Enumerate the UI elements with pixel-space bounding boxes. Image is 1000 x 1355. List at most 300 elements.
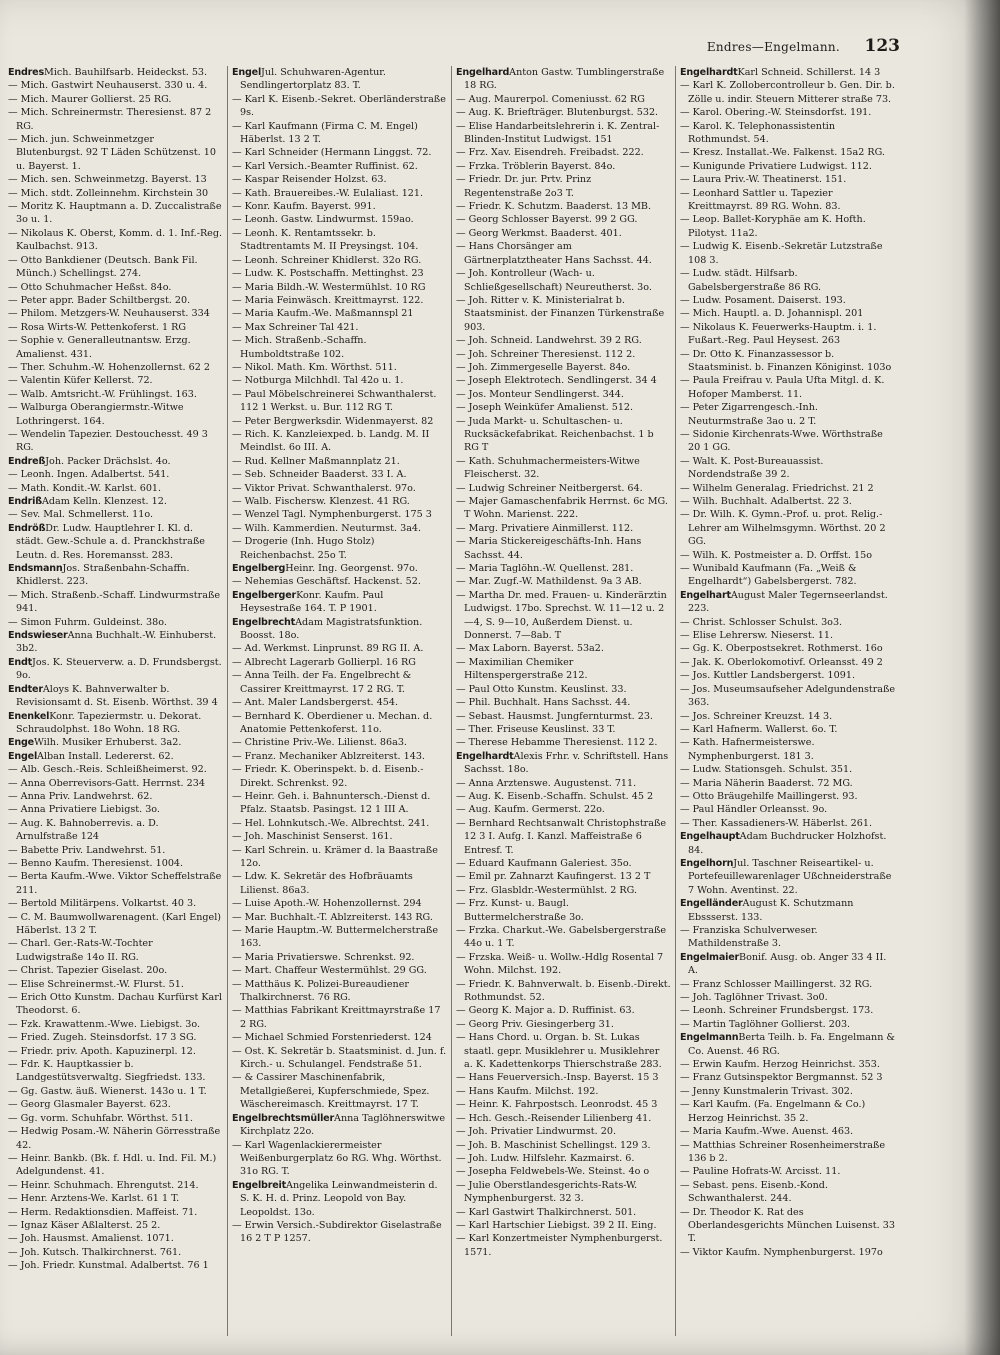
directory-entry	[456, 1112, 671, 1125]
directory-entry	[680, 777, 896, 790]
entry-text: — Ther. Schuhm.-W. Hohenzollernst. 62 2	[8, 361, 210, 373]
entry-text: — Karol. Obering.-W. Steinsdorfst. 191.	[680, 107, 872, 119]
entry-text: Karl Schneid. Schillerst. 14 3	[737, 67, 881, 78]
directory-entry	[680, 763, 896, 776]
entry-text: — Otto Bankdiener (Deutsch. Bank Fil. Münch.) Schellingst. 274.	[8, 254, 198, 280]
directory-columns	[4, 66, 900, 1336]
entry-text: — Karol. K. Telephonassistentin Rothmundst. 54.	[680, 120, 836, 146]
directory-entry	[8, 964, 223, 977]
entry-text: — Mich. sen. Schweinmetzg. Bayerst. 13	[8, 174, 207, 186]
entry-text: — Leop. Ballet-Koryphäe am K. Hofth. Pilotyst. 11a2.	[680, 214, 866, 239]
entry-text: — Elise Handarbeitslehrerin i. K. Zentral-Blinden-Institut Ludwigst. 151	[456, 120, 660, 146]
directory-entry	[232, 120, 447, 147]
entry-text: — Leonh. K. Rentamtssekr. b. Stadtrentamts M. II Preysingst. 104.	[232, 227, 419, 253]
directory-entry	[456, 803, 671, 816]
directory-entry	[8, 401, 223, 428]
entry-text: — Mar. Buchhalt.-T. Ablzreiterst. 143 RG.	[232, 911, 433, 923]
entry-text: — Joh. Maschinist Senserst. 161.	[232, 831, 393, 843]
directory-entry	[680, 991, 896, 1004]
entry-text: — Kath. Brauereibes.-W. Eulaliast. 121.	[232, 187, 424, 199]
entry-text: — Christ. Tapezier Giselast. 20o.	[8, 965, 168, 977]
directory-entry	[8, 616, 223, 629]
entry-text: — Peter Bergwerksdir. Widenmayerst. 82	[232, 415, 434, 427]
directory-entry	[680, 1098, 896, 1125]
directory-entry	[8, 281, 223, 294]
directory-entry	[8, 495, 223, 508]
directory-entry	[232, 508, 447, 521]
entry-text: — Matthäus K. Polizei-Bureaudiener Thalkirchnerst. 76 RG.	[232, 978, 409, 1004]
entry-text: — Paula Freifrau v. Paula Ufta Mitgl. d. K. Hofoper Mamberst. 11.	[680, 375, 885, 400]
entry-text: Alexis Frhr. v. Schriftstell. Hans Sachsst. 18o.	[464, 750, 669, 776]
directory-entry	[680, 817, 896, 830]
entry-text: — Wilh. Buchhalt. Adalbertst. 22 3.	[680, 496, 852, 507]
directory-entry	[8, 388, 223, 401]
directory-entry	[232, 669, 447, 696]
entry-text: — Eduard Kaufmann Galeriest. 35o.	[456, 857, 632, 869]
entry-text: — Leonh. Schreiner Frundsbergst. 173.	[680, 1005, 874, 1017]
entry-text: — Friedr. Dr. jur. Prtv. Prinz Regentenstraße 2o3 T.	[456, 174, 592, 199]
entry-surname: Engel	[232, 67, 262, 78]
directory-entry	[232, 415, 447, 428]
entry-text: — Wenzel Tagl. Nymphenburgerst. 175 3	[232, 509, 432, 521]
directory-entry	[8, 897, 223, 910]
entry-text: — Joh. Ludw. Hilfslehr. Kazmairst. 6.	[456, 1152, 635, 1164]
directory-entry	[8, 803, 223, 816]
entry-text: — Georg Schlosser Bayerst. 99 2 GG.	[456, 214, 638, 226]
directory-entry	[680, 857, 896, 897]
directory-entry	[8, 1152, 223, 1179]
directory-entry	[456, 736, 671, 749]
entry-text: — Frzka. Tröblerin Bayerst. 84o.	[456, 160, 616, 172]
entry-text: — Mart. Chaffeur Westermühlst. 29 GG.	[232, 965, 427, 977]
entry-text: — Heinr. K. Fahrpostsch. Leonrodst. 45 3	[456, 1099, 658, 1111]
entry-text: — Aug. K. Bahnoberrevis. a. D. Arnulfstraße 124	[8, 817, 159, 843]
directory-entry	[680, 1165, 896, 1178]
entry-text: — Georg Priv. Giesingerberg 31.	[456, 1018, 614, 1030]
directory-entry	[232, 750, 447, 763]
entry-text: — Joh. Zimmergeselle Bayerst. 84o.	[456, 361, 631, 373]
entry-text: — Peter appr. Bader Schiltbergst. 20.	[8, 294, 191, 306]
directory-entry	[8, 1206, 223, 1219]
directory-entry	[680, 294, 896, 307]
directory-entry	[680, 348, 896, 375]
entry-text: — Wilh. K. Postmeister a. D. Orffst. 15o	[680, 549, 872, 561]
entry-text: — Viktor Kaufm. Nymphenburgerst. 197o	[680, 1246, 883, 1258]
directory-entry	[8, 361, 223, 374]
directory-entry	[232, 468, 447, 481]
directory-entry	[8, 817, 223, 844]
directory-entry	[232, 1071, 447, 1111]
entry-text: — Paul Händler Orleansst. 9o.	[680, 804, 828, 816]
directory-entry	[456, 106, 671, 119]
directory-entry	[456, 1232, 671, 1259]
directory-entry	[232, 173, 447, 186]
directory-entry	[680, 978, 896, 991]
entry-text: — Franz Gutsinspektor Bergmannst. 52 3	[680, 1072, 883, 1084]
directory-entry	[456, 93, 671, 106]
entry-text: — Aug. Maurerpol. Comeniusst. 62 RG	[456, 93, 645, 105]
entry-text: — Joh. Ritter v. K. Ministerialrat b. Staatsminist. der Finanzen Türkenstraße 903.	[456, 294, 665, 333]
directory-entry	[680, 1125, 896, 1138]
entry-text: August Maler Tegernseerlandst. 223.	[688, 589, 888, 615]
entry-text: — Heinr. Schuhmach. Ehrengutst. 214.	[8, 1179, 199, 1191]
directory-entry	[456, 1125, 671, 1138]
entry-text: — Mar. Zugf.-W. Mathildenst. 9a 3 AB.	[456, 576, 642, 588]
entry-surname: Engelberger	[232, 589, 297, 601]
directory-entry	[680, 642, 896, 655]
entry-surname: Endreß	[8, 455, 46, 467]
entry-text: — Gg. Gastw. äuß. Wienerst. 143o u. 1 T.	[8, 1085, 207, 1097]
entry-text: — Karl Kaufmann (Firma C. M. Engel) Häberlst. 13 2 T.	[232, 120, 418, 146]
entry-text: — Franziska Schulverweser. Mathildenstraße 3.	[680, 925, 818, 950]
entry-text: — Sev. Mal. Schmellerst. 11o.	[8, 509, 154, 521]
entry-text: — Maria Feinwäsch. Kreittmayrst. 122.	[232, 294, 424, 306]
entry-text: — Georg K. Major a. D. Ruffinist. 63.	[456, 1005, 635, 1017]
directory-entry	[680, 549, 896, 562]
entry-text: — Georg Werkmst. Baaderst. 401.	[456, 227, 622, 239]
page-number: 123	[864, 36, 900, 56]
directory-entry	[456, 777, 671, 790]
entry-text: — Bernhard K. Oberdiener u. Mechan. d. Anatomie Pettenkoferst. 11o.	[232, 710, 433, 735]
directory-entry	[232, 495, 447, 508]
entry-text: — Joh. Schneid. Landwehrst. 39 2 RG.	[456, 335, 642, 347]
entry-text: — Karl K. Zollobercontrolleur b. Gen. Dir. b. Zölle u. indir. Steuern Mitterer straße 73.	[680, 80, 895, 105]
directory-entry	[232, 361, 447, 374]
entry-surname: Engelberg	[232, 563, 286, 575]
entry-text: — Ther. Kassadieners-W. Häberlst. 261.	[680, 817, 873, 829]
directory-entry	[680, 267, 896, 294]
entry-text: — Friedr. K. Oberinspekt. b. d. Eisenb.-Direkt. Schrenkst. 92.	[232, 764, 424, 789]
directory-entry	[680, 508, 896, 548]
entry-text: — Mich. Schreinermstr. Theresienst. 87 2 RG.	[8, 107, 212, 132]
entry-text: — Maria Näherin Baaderst. 72 MG.	[680, 777, 853, 789]
entry-text: Berta Teilh. b. Fa. Engelmann & Co. Auenst. 46 RG.	[688, 1032, 895, 1057]
entry-surname: Engelmaier	[680, 951, 740, 963]
entry-text: — Karl Gastwirt Thalkirchnerst. 501.	[456, 1206, 637, 1218]
directory-entry	[8, 468, 223, 481]
directory-entry	[232, 428, 447, 455]
entry-text: Konr. Tapeziermstr. u. Dekorat. Schraudolphst. 18o Wohn. 18 RG.	[16, 710, 202, 735]
entry-text: — Hch. Gesch.-Reisender Lilienberg 41.	[456, 1112, 652, 1124]
entry-text: — Franz Schlosser Maillingerst. 32 RG.	[680, 978, 873, 990]
directory-entry	[456, 857, 671, 870]
entry-text: Adam Magistratsfunktion. Boosst. 18o.	[240, 616, 423, 642]
entry-text: — Benno Kaufm. Theresienst. 1004.	[8, 857, 184, 869]
directory-entry	[232, 93, 447, 120]
entry-text: — Leonh. Schreiner Khidlerst. 32o RG.	[232, 254, 422, 266]
entry-text: Adam Buchdrucker Holzhofst. 84.	[688, 831, 887, 856]
entry-text: Angelika Leinwandmeisterin d. S. K. H. d. Prinz. Leopold von Bay. Leopoldst. 13o.	[240, 1179, 438, 1218]
directory-entry	[8, 321, 223, 334]
directory-entry	[456, 575, 671, 588]
entry-text: Joh. Packer Drächslst. 4o.	[45, 455, 171, 467]
directory-entry	[8, 482, 223, 495]
directory-entry	[456, 723, 671, 736]
entry-text: — Max Laborn. Bayerst. 53a2.	[456, 643, 604, 655]
directory-entry	[8, 991, 223, 1018]
directory-entry	[232, 562, 447, 575]
directory-entry	[680, 656, 896, 669]
entry-text: — Maria Kaufm.-Wwe. Auenst. 463.	[680, 1126, 854, 1138]
directory-entry	[232, 66, 447, 93]
entry-text: — Joh. B. Maschinist Schellingst. 129 3.	[456, 1139, 651, 1151]
entry-text: Jos. K. Steuerverw. a. D. Frundsbergst. 9o.	[16, 656, 222, 682]
entry-text: — Karl Hafnerm. Wallerst. 6o. T.	[680, 723, 838, 735]
entry-text: — Joh. Schreiner Theresienst. 112 2.	[456, 348, 636, 360]
directory-entry	[456, 924, 671, 951]
directory-entry	[232, 1219, 447, 1246]
entry-text: — Juda Markt- u. Schultaschen- u. Rucksäckefabrikat. Reichenbachst. 1 b RG T	[456, 415, 654, 454]
entry-text: — Friedr. K. Schutzm. Baaderst. 13 MB.	[456, 201, 652, 213]
entry-surname: Engelländer	[680, 898, 743, 910]
directory-entry	[232, 911, 447, 924]
directory-entry	[8, 455, 223, 468]
entry-text: Adam Kelln. Klenzest. 12.	[41, 496, 167, 507]
directory-entry	[232, 616, 447, 643]
directory-entry	[456, 710, 671, 723]
directory-entry	[8, 589, 223, 616]
directory-entry	[8, 200, 223, 227]
directory-entry	[8, 1018, 223, 1031]
directory-entry	[680, 669, 896, 682]
directory-entry	[456, 401, 671, 414]
entry-text: — Frzska. Weiß- u. Wollw.-Hdlg Rosental 7 Wohn. Milchst. 192.	[456, 951, 664, 977]
directory-entry	[680, 1004, 896, 1017]
directory-entry	[680, 213, 896, 240]
entry-text: — Ludw. Stationsgeh. Schulst. 351.	[680, 764, 853, 776]
directory-entry	[232, 817, 447, 830]
directory-entry	[8, 66, 223, 79]
entry-text: — Matthias Schreiner Rosenheimerstraße 136 b 2.	[680, 1139, 886, 1164]
entry-text: — Henr. Arztens-We. Karlst. 61 1 T.	[8, 1193, 180, 1205]
directory-entry	[232, 267, 447, 280]
directory-entry	[680, 736, 896, 763]
directory-entry	[8, 522, 223, 562]
entry-text: — Erwin Kaufm. Herzog Heinrichst. 353.	[680, 1059, 880, 1071]
directory-entry	[680, 495, 896, 508]
entry-text: — Erwin Versich.-Subdirektor Giselastraße 16 2 T P 1257.	[232, 1219, 442, 1245]
entry-text: — Ther. Friseuse Keuslinst. 33 T.	[456, 723, 616, 735]
entry-surname: Engelhard	[456, 67, 510, 78]
entry-text: — Maximilian Chemiker Hiltenspergerstraße 212.	[456, 656, 588, 682]
directory-entry	[456, 240, 671, 267]
directory-entry	[680, 710, 896, 723]
entry-text: — Phil. Buchhalt. Hans Sachsst. 44.	[456, 697, 631, 709]
entry-text: — Laura Priv.-W. Theatinerst. 151.	[680, 174, 847, 186]
directory-entry	[456, 227, 671, 240]
directory-entry	[680, 790, 896, 803]
entry-text: — Hans Chorsänger am Gärtnerplatztheater Hans Sachsst. 44.	[456, 241, 652, 266]
directory-entry	[232, 964, 447, 977]
directory-entry	[232, 535, 447, 562]
directory-entry	[232, 870, 447, 897]
directory-entry	[8, 428, 223, 455]
entry-text: — Sophie v. Generalleutnantsw. Erzg. Amalienst. 431.	[8, 335, 191, 360]
entry-text: — Joh. Hausmst. Amalienst. 1071.	[8, 1233, 174, 1245]
directory-entry	[680, 66, 896, 79]
directory-entry	[232, 844, 447, 871]
entry-text: — Aug. K. Briefträger. Blutenburgst. 532.	[456, 107, 659, 119]
entry-text: — Christ. Schlosser Schulst. 3o3.	[680, 616, 843, 628]
directory-entry	[680, 924, 896, 951]
directory-entry	[8, 1098, 223, 1111]
directory-entry	[456, 897, 671, 924]
entry-text: — Paul Otto Kunstm. Keuslinst. 33.	[456, 683, 627, 695]
directory-entry	[456, 1152, 671, 1165]
entry-text: — Kath. Schuhmachermeisters-Witwe Fleischerst. 32.	[456, 455, 640, 481]
directory-entry	[456, 415, 671, 455]
entry-text: — Wilhelm Generalag. Friedrichst. 21 2	[680, 482, 874, 494]
entry-text: — Ludwig Schreiner Neitbergerst. 64.	[456, 482, 643, 494]
directory-entry	[8, 978, 223, 991]
entry-text: — Rich. K. Kanzleiexped. b. Landg. M. II Meindlst. 6o III. A.	[232, 428, 430, 454]
entry-text: — Julie Oberstlandesgerichts-Rats-W. Nymphenburgerst. 32 3.	[456, 1179, 638, 1205]
entry-text: Anna Taglöhnerswitwe Kirchplatz 22o.	[240, 1112, 445, 1138]
directory-entry	[680, 79, 896, 106]
directory-entry	[456, 870, 671, 883]
entry-surname: Engelhardt	[680, 67, 738, 78]
directory-entry	[8, 763, 223, 776]
directory-entry	[8, 508, 223, 521]
column-2	[228, 66, 452, 1336]
entry-text: — Karl K. Eisenb.-Sekret. Oberländerstraße 9s.	[232, 93, 446, 119]
directory-entry	[456, 790, 671, 803]
directory-entry	[232, 321, 447, 334]
directory-entry	[456, 213, 671, 226]
directory-entry	[232, 482, 447, 495]
directory-entry	[232, 763, 447, 790]
directory-entry	[680, 683, 896, 710]
entry-text: — Paul Möbelschreinerei Schwanthalerst. 112 1 Werkst. u. Bur. 112 RG T.	[232, 388, 437, 414]
entry-text: — Majer Gamaschenfabrik Herrnst. 6c MG. T Wohn. Marienst. 222.	[456, 496, 668, 521]
directory-entry	[8, 750, 223, 763]
entry-text: — Rosa Wirts-W. Pettenkoferst. 1 RG	[8, 321, 187, 333]
entry-text: — Jos. Monteur Sendlingerst. 344.	[456, 388, 624, 400]
entry-text: — Frz. Kunst- u. Baugl. Buttermelcherstraße 3o.	[456, 898, 584, 923]
directory-entry	[8, 79, 223, 92]
directory-entry	[8, 1112, 223, 1125]
entry-text: — Ldw. K. Sekretär des Hofbräuamts Lilienst. 86a3.	[232, 871, 413, 896]
entry-text: — Gg. vorm. Schuhfabr. Wörthst. 511.	[8, 1112, 193, 1124]
directory-entry	[8, 334, 223, 361]
directory-entry	[456, 978, 671, 1005]
directory-entry	[680, 146, 896, 159]
directory-entry	[232, 334, 447, 361]
directory-entry	[8, 736, 223, 749]
directory-entry	[680, 723, 896, 736]
directory-entry	[232, 307, 447, 320]
directory-entry	[232, 1112, 447, 1139]
entry-text: — Jos. Kuttler Landsbergerst. 1091.	[680, 670, 856, 682]
directory-entry	[8, 1045, 223, 1058]
directory-entry	[232, 213, 447, 226]
entry-text: — Aug. K. Eisenb.-Schaffn. Schulst. 45 2	[456, 790, 654, 802]
entry-surname: Engel	[8, 750, 38, 762]
entry-text: — Luise Apoth.-W. Hohenzollernst. 294	[232, 898, 422, 910]
entry-text: — Ad. Werkmst. Linprunst. 89 RG II. A.	[232, 643, 424, 655]
directory-entry	[456, 388, 671, 401]
directory-entry	[456, 482, 671, 495]
entry-text: — Jak. K. Oberlokomotivf. Orleansst. 49 2	[680, 656, 883, 668]
directory-entry	[232, 455, 447, 468]
directory-entry	[456, 361, 671, 374]
directory-entry	[680, 120, 896, 147]
directory-entry	[8, 173, 223, 186]
directory-entry	[456, 334, 671, 347]
entry-text: — Max Schreiner Tal 421.	[232, 321, 359, 333]
directory-entry	[232, 790, 447, 817]
entry-text: — Joh. Kontrolleur (Wach- u. Schließgesellschaft) Neureutherst. 3o.	[456, 268, 652, 293]
directory-entry	[8, 1058, 223, 1085]
directory-entry	[456, 522, 671, 535]
entry-text: — Mich. Straßenb.-Schaff. Lindwurmstraße 941.	[8, 589, 221, 615]
entry-text: — Kath. Hafnermeisterswe. Nymphenburgerst. 181 3.	[680, 737, 815, 762]
directory-entry	[680, 1246, 896, 1259]
directory-entry	[232, 1139, 447, 1179]
entry-text: — Emil pr. Zahnarzt Kaufingerst. 13 2 T	[456, 871, 651, 883]
entry-text: — Wendelin Tapezier. Destouchesst. 49 3 RG.	[8, 428, 208, 454]
entry-surname: Endter	[8, 683, 43, 695]
entry-text: — Karl Hartschier Liebigst. 39 2 II. Eing.	[456, 1219, 657, 1231]
running-head: Endres—Engelmann.	[706, 40, 840, 54]
directory-entry	[680, 1139, 896, 1166]
entry-text: — C. M. Baumwollwarenagent. (Karl Engel) Häberlst. 13 2 T.	[8, 911, 222, 936]
entry-text: — Wilh. Kammerdien. Neuturmst. 3a4.	[232, 522, 422, 534]
entry-text: — Matthias Fabrikant Kreittmayrstraße 17 2 RG.	[232, 1005, 441, 1030]
entry-surname: Endswieser	[8, 630, 68, 642]
entry-text: — Joh. Taglöhner Trivast. 3o0.	[680, 992, 828, 1004]
column-1	[4, 66, 228, 1336]
directory-entry	[232, 978, 447, 1005]
directory-entry	[680, 1071, 896, 1084]
entry-text: — Joseph Elektrotech. Sendlingerst. 34 4	[456, 375, 657, 387]
entry-text: — Babette Priv. Landwehrst. 51.	[8, 844, 166, 856]
directory-entry	[680, 897, 896, 924]
directory-entry	[8, 254, 223, 281]
directory-entry	[8, 857, 223, 870]
page-header	[0, 36, 900, 58]
directory-entry	[456, 495, 671, 522]
directory-entry	[8, 683, 223, 710]
entry-text: — Michael Schmied Forstenriederst. 124	[232, 1032, 432, 1044]
entry-text: — Jenny Kunstmalerin Trivast. 302.	[680, 1085, 853, 1097]
directory-entry	[456, 750, 671, 777]
directory-entry	[8, 294, 223, 307]
directory-entry	[456, 1098, 671, 1111]
entry-text: — Mich. stdt. Zolleinnehm. Kirchstein 30	[8, 187, 209, 199]
entry-text: — Mich. jun. Schweinmetzger Blutenburgst. 92 T Läden Schützenst. 10 u. Bayerst. 1.	[8, 134, 216, 172]
directory-entry	[8, 1232, 223, 1245]
directory-entry	[232, 227, 447, 254]
directory-entry	[8, 870, 223, 897]
entry-text: — Leonh. Ingen. Adalbertst. 541.	[8, 469, 170, 481]
entry-text: Jos. Straßenbahn-Schaffn. Khidlerst. 223.	[16, 563, 190, 588]
directory-entry	[8, 133, 223, 173]
entry-text: — Therese Hebamme Theresienst. 112 2.	[456, 737, 658, 749]
directory-entry	[456, 562, 671, 575]
entry-text: — Sebast. Hausmst. Jungfernturmst. 23.	[456, 710, 653, 722]
entry-text: — Maria Privatierswe. Schrenkst. 92.	[232, 951, 415, 963]
directory-entry	[456, 884, 671, 897]
page-binding-shadow	[964, 0, 1000, 1355]
directory-entry	[456, 160, 671, 173]
entry-text: — Franz. Mechaniker Ablzreiterst. 143.	[232, 750, 425, 762]
entry-text: — Georg Glasmaler Bayerst. 623.	[8, 1099, 171, 1111]
directory-entry	[456, 1031, 671, 1071]
directory-entry	[8, 307, 223, 320]
entry-text: Konr. Kaufm. Paul Heysestraße 164. T. P 1901.	[240, 589, 384, 615]
directory-entry	[232, 1179, 447, 1219]
